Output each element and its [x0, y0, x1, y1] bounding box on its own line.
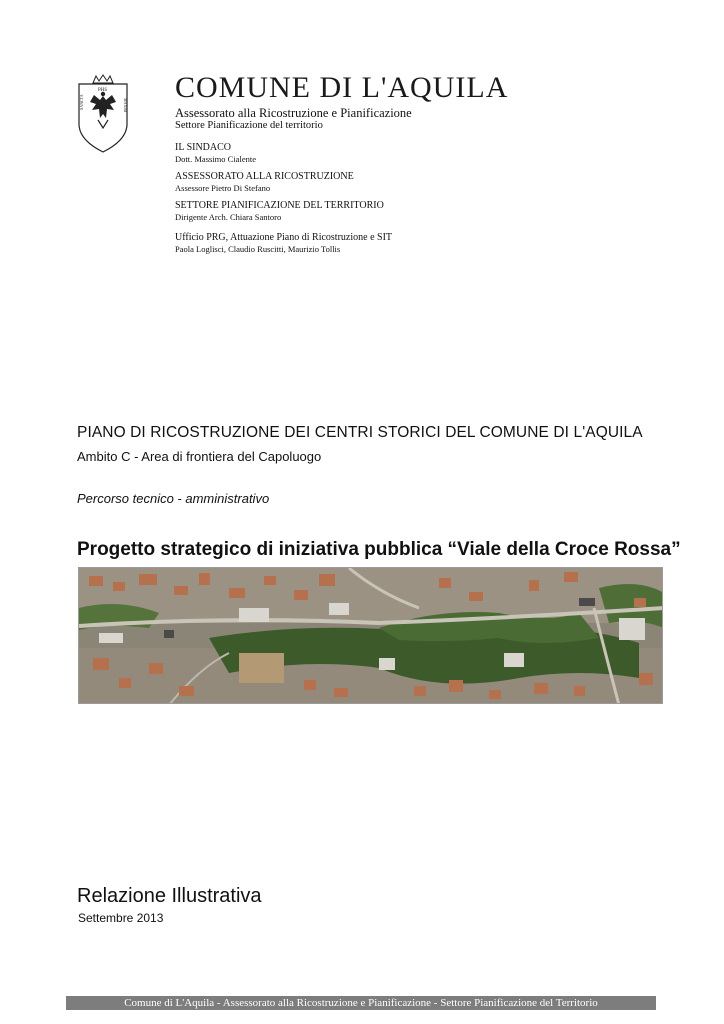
ufficio-block — [175, 232, 508, 255]
footer-bar — [66, 996, 656, 1010]
crest-text-center: PHS — [98, 88, 108, 93]
sindaco-block — [175, 142, 508, 165]
crest-text-left: SANCTA — [79, 94, 84, 110]
letterhead — [175, 72, 508, 255]
settore-line: Settore Pianificazione del territorio — [175, 120, 323, 131]
block-title: ASSESSORATO ALLA RICOSTRUZIONE — [175, 171, 354, 182]
aerial-photo — [78, 567, 663, 704]
project-title: Progetto strategico di iniziativa pubblica “Viale della Croce Rossa” — [77, 539, 681, 560]
assessorato-line: Assessorato alla Ricostruzione e Pianificazione — [175, 106, 412, 120]
city-crest-icon — [76, 74, 130, 154]
block-title: IL SINDACO — [175, 142, 232, 153]
ambito-subtitle: Ambito C - Area di frontiera del Capoluogo — [77, 449, 322, 464]
report-title: Relazione Illustrativa — [77, 885, 262, 907]
comune-title: COMUNE DI L'AQUILA — [175, 71, 509, 104]
block-sub: Dirigente Arch. Chiara Santoro — [175, 212, 282, 222]
assessorato-block — [175, 171, 508, 194]
crest-text-right: MAXIM — [123, 98, 128, 113]
report-date: Settembre 2013 — [78, 911, 164, 925]
block-sub: Assessore Pietro Di Stefano — [175, 183, 271, 193]
settore-block — [175, 200, 508, 223]
block-title: Ufficio PRG, Attuazione Piano di Ricostruzione e SIT — [175, 232, 393, 243]
block-sub: Dott. Massimo Cialente — [175, 154, 256, 164]
block-title: SETTORE PIANIFICAZIONE DEL TERRITORIO — [175, 200, 384, 211]
plan-title: PIANO DI RICOSTRUZIONE DEI CENTRI STORICI DEL COMUNE DI L'AQUILA — [77, 424, 643, 441]
percorso-label: Percorso tecnico - amministrativo — [77, 491, 270, 506]
footer-text: Comune di L'Aquila - Assessorato alla Ricostruzione e Pianificazione - Settore Pianificazione del Territorio — [124, 997, 598, 1009]
block-sub: Paola Loglisci, Claudio Ruscitti, Maurizio Tollis — [175, 244, 341, 254]
